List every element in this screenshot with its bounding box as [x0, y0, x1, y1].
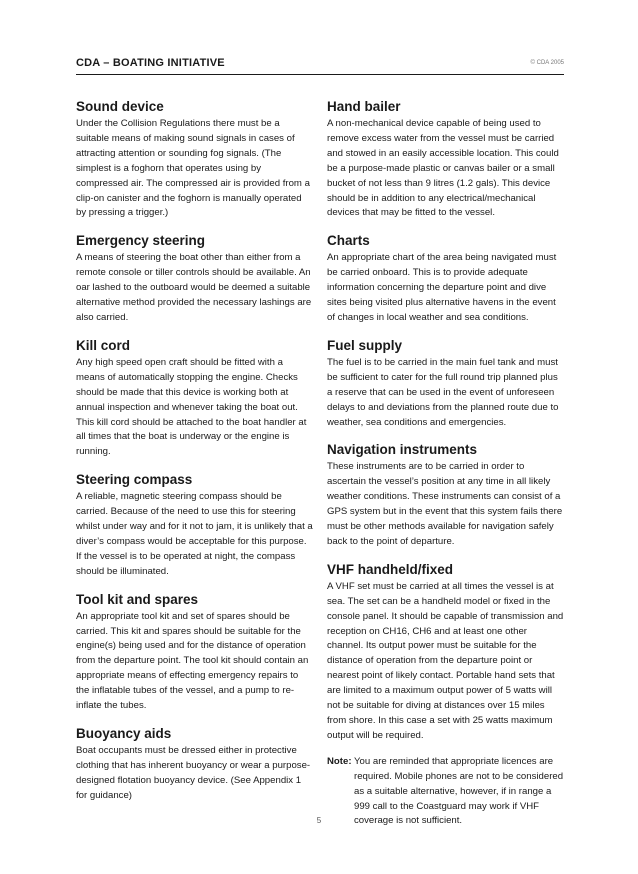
section-body: An appropriate tool kit and set of spares should be carried. This kit and spares should be suitable for the engine(s) being used and for the distance of operation from the departure point. The tool kit should contain an appropriate means of effecting emergency repairs to the inflatable tubes of the vessel, and a pump to re-inflate the tubes. [76, 610, 309, 712]
section-body: The fuel is to be carried in the main fuel tank and must be sufficient to cater for the full round trip planned plus a reserve that can be used in the event of unforeseen delays to and deviations from the planned route due to weather, sea conditions and emergencies. [327, 356, 559, 428]
note-text: You are reminded that appropriate licences are required. Mobile phones are not to be considered as a suitable alternative, however, if in range a 999 call to the Coastguard may work if VHF coverage is not sufficient. [354, 755, 564, 827]
section-heading: Hand bailer [327, 99, 401, 114]
section-vhf [327, 561, 565, 744]
section-emergency-steering [76, 232, 314, 326]
section-body: Boat occupants must be dressed either in protective clothing that has inherent buoyancy or wear a purpose-designed flotation buoyancy device. (See Appendix 1 for guidance) [76, 745, 311, 801]
section-body: A non-mechanical device capable of being used to remove excess water from the vessel must be carried and stowed in an easily accessible location. This could be a purpose-made plastic or canvas bailer or a small bucket of not less than 9 litres (1.2 gals). This device should be in addition to any electrical/mechanical devices that may be fitted to the vessel. [327, 118, 559, 219]
section-body: These instruments are to be carried in order to ascertain the vessel’s position at any time in all likely weather conditions. These instruments can consist of a GPS system but in the event that this system fails there must be other methods available for navigation safely back to the point of departure. [327, 461, 563, 547]
section-heading: Charts [327, 233, 370, 249]
section-body: Under the Collision Regulations there must be a suitable means of making sound signals in cases of attracting attention or sounding fog signals. (The simplest is a foghorn that operates using by compressed air. The compressed air is provided from a clip-on canister and the foghorn is manually operated by pressing a trigger.) [76, 118, 310, 219]
section-navigation-instruments [327, 441, 565, 549]
section-charts [327, 232, 565, 326]
header-title: CDA – BOATING INITIATIVE [76, 57, 225, 69]
section-steering-compass [76, 471, 314, 579]
note-label: Note: [327, 755, 352, 767]
page-header [76, 56, 564, 75]
page-number: 5 [316, 816, 322, 825]
section-heading: Fuel supply [327, 337, 403, 353]
section-heading: Steering compass [76, 472, 193, 488]
section-tool-kit [76, 591, 314, 714]
section-heading: Buoyancy aids [76, 726, 172, 741]
section-heading: Emergency steering [76, 233, 206, 249]
section-body: A reliable, magnetic steering compass should be carried. Because of the need to use this for steering whilst under way and for it not to jam, it is unlikely that a diver’s compass would be acceptable for this purpose. If the vessel is to be operated at night, the compass should be illuminated. [76, 491, 313, 577]
section-hand-bailer [327, 98, 565, 221]
section-heading: Navigation instruments [327, 442, 478, 458]
section-buoyancy-aids [76, 725, 314, 804]
section-heading: Tool kit and spares [76, 591, 199, 607]
section-body: A VHF set must be carried at all times the vessel is at sea. The set can be a handheld model or fixed in the console panel. It should be capable of transmission and reception on CH16, CH6 and at least one other channel. Its output power must be suitable for the distance of operation from the departure point or nearest point of likely contact. Portable hand sets that are limited to a maximum output power of 5 watts will not be suitable for diving at distances over 15 miles from shore. In this case a set with 25 watts maximum output will be required. [327, 580, 564, 741]
section-heading: Kill cord [76, 337, 131, 353]
section-body: A means of steering the boat other than either from a remote console or tiller controls should be available. An oar lashed to the outboard would be deemed a suitable alternative method provided the necessary lashings are also carried. [76, 252, 312, 323]
section-heading: VHF handheld/fixed [327, 561, 454, 577]
section-body: An appropriate chart of the area being navigated must be carried onboard. This is to provide adequate information concerning the departure point and dive sites being visited plus alternative havens in the event of changes in local weather and sea conditions. [327, 252, 557, 323]
section-body: Any high speed open craft should be fitted with a means of automatically stopping the engine. Checks should be made that this device is working both at annual inspection and whenever taking the boat out. This kill cord should be attached to the boat handler at all times that the boat is underway or the engine is running. [76, 356, 307, 458]
section-fuel-supply [327, 337, 565, 431]
section-kill-cord [76, 337, 314, 460]
section-heading: Sound device [76, 99, 164, 114]
right-column [327, 98, 565, 829]
section-sound-device [76, 98, 314, 221]
copyright-notice: © CDA 2005 [530, 60, 564, 66]
left-column [76, 98, 314, 815]
